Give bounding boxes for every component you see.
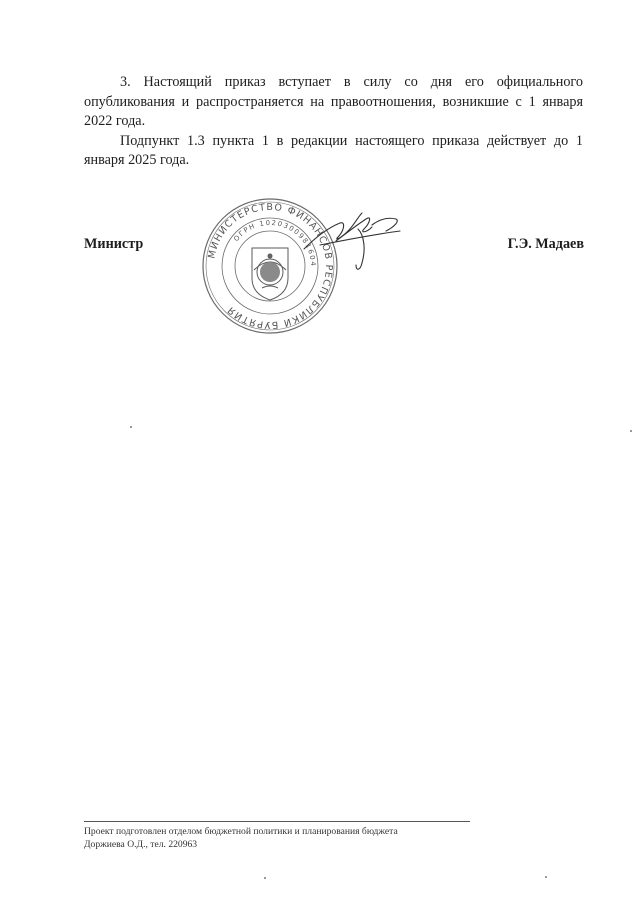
svg-text:ОГРН 1020300981604: ОГРН 1020300981604: [232, 218, 318, 268]
order-body-text: [84, 73, 583, 171]
signature-block: [84, 236, 584, 256]
scan-speck: [130, 426, 132, 428]
footer-contact: Доржиева О.Д., тел. 220963: [84, 839, 198, 850]
paragraph-effective-date: 3. Настоящий приказ вступает в силу со дня его официального опубликования и распространяется на правоотношения, возникшие с 1 января 2022 года.: [84, 74, 583, 129]
scan-speck: [264, 877, 266, 879]
signatory-title: Министр: [84, 236, 144, 252]
svg-text:МИНИСТЕРСТВО ФИНАНСОВ РЕСПУБЛИ: МИНИСТЕРСТВО ФИНАНСОВ РЕСПУБЛИКИ БУРЯТИЯ: [206, 201, 335, 331]
footer-prepared-by: Проект подготовлен отделом бюджетной политики и планирования бюджета: [84, 826, 398, 837]
paragraph-subclause-validity: Подпункт 1.3 пункта 1 в редакции настоящего приказа действует до 1 января 2025 года.: [84, 132, 583, 168]
signatory-name: Г.Э. Мадаев: [507, 236, 584, 252]
footer-divider: [84, 821, 470, 822]
footer-note: [84, 825, 398, 851]
scan-speck: [630, 430, 632, 432]
scan-speck: [545, 876, 547, 878]
